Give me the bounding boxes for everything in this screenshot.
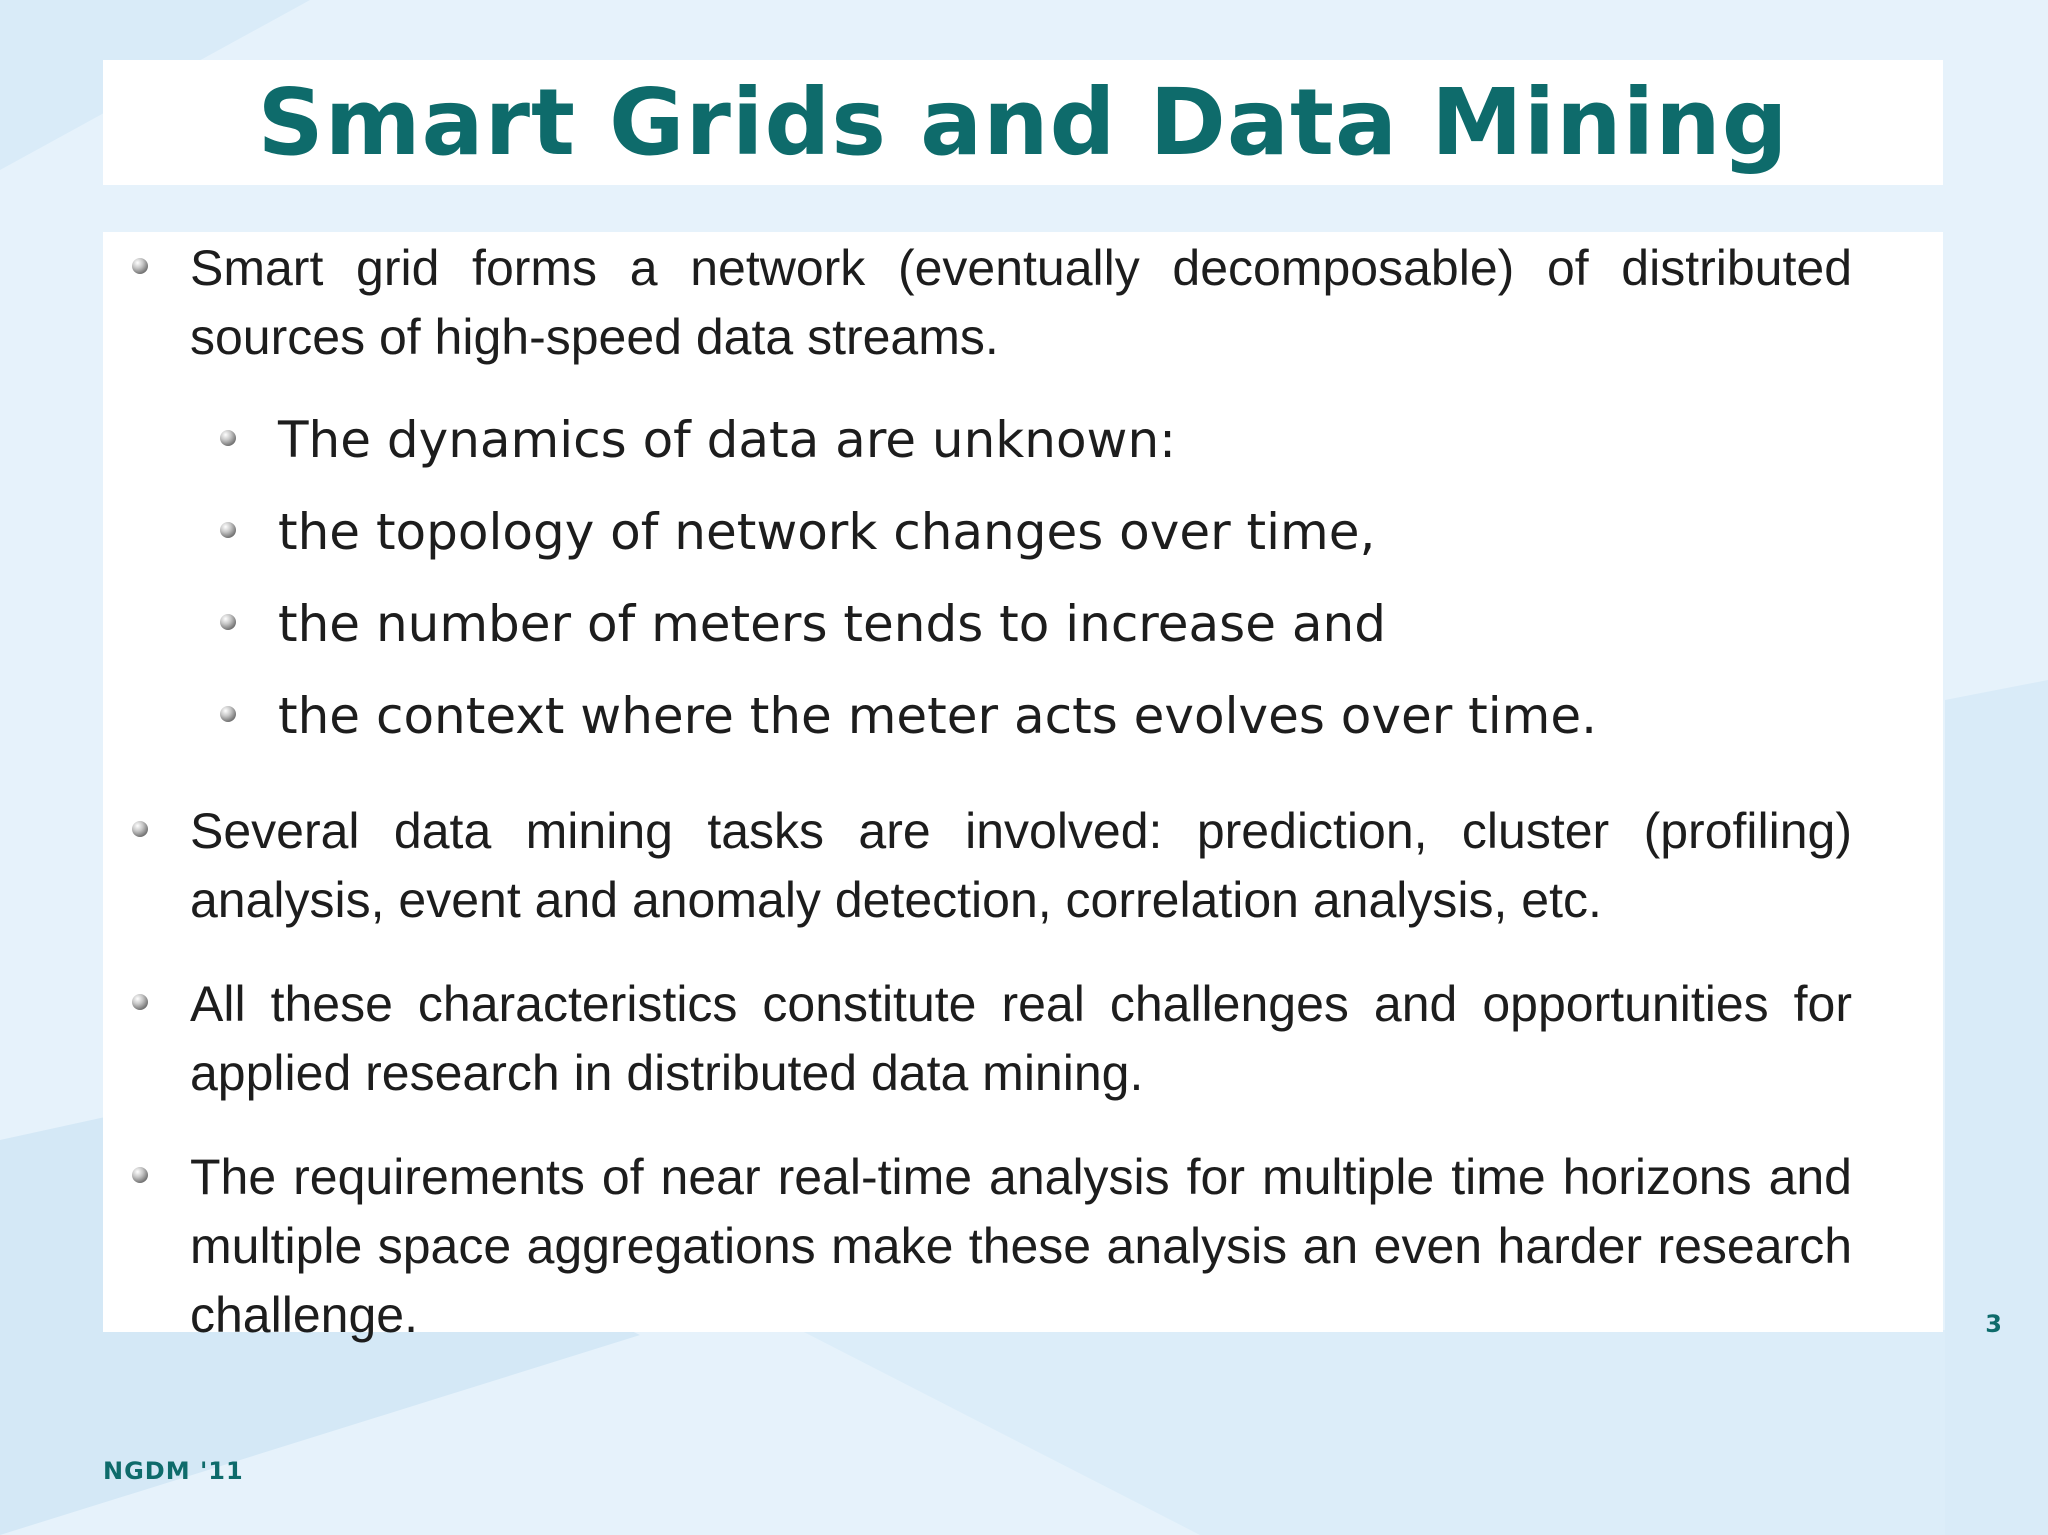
page-number: 3 [1985,1310,2002,1338]
bullet-item [132,234,1852,762]
sphere-bullet-icon [220,706,236,722]
sphere-bullet-icon [220,614,236,630]
bullet-text: Smart grid forms a network (eventually decomposable) of distributed sources of high-speed data streams. [190,240,1852,365]
sub-bullet-text: The dynamics of data are unknown: [278,411,1176,469]
sphere-bullet-icon [132,258,148,274]
sub-bullet-text: the topology of network changes over time, [278,503,1376,561]
sphere-bullet-icon [132,1167,148,1183]
slide-title: Smart Grids and Data Mining [257,69,1789,176]
sphere-bullet-icon [132,821,148,837]
sub-bullet-item [132,394,1852,486]
bullet-item [132,1143,1852,1350]
bullet-text: Several data mining tasks are involved: prediction, cluster (profiling) analysis, event and anomaly detection, correlation analysis, etc. [190,803,1852,928]
sub-bullet-item [132,670,1852,762]
sub-bullet-list [190,394,1852,762]
sub-bullet-text: the number of meters tends to increase and [278,595,1386,653]
sub-bullet-item [132,486,1852,578]
footer-label: NGDM '11 [103,1457,244,1485]
bullet-item [132,970,1852,1108]
sub-bullet-text: the context where the meter acts evolves over time. [278,687,1598,745]
bullet-text: All these characteristics constitute real challenges and opportunities for applied research in distributed data mining. [190,976,1852,1101]
sphere-bullet-icon [220,522,236,538]
sphere-bullet-icon [132,994,148,1010]
bullet-text: The requirements of near real-time analysis for multiple time horizons and multiple space aggregations make these analysis an even harder research challenge. [190,1149,1852,1343]
sphere-bullet-icon [220,430,236,446]
sub-bullet-item [132,578,1852,670]
bullet-item [132,797,1852,935]
bullet-list [132,234,1852,1350]
